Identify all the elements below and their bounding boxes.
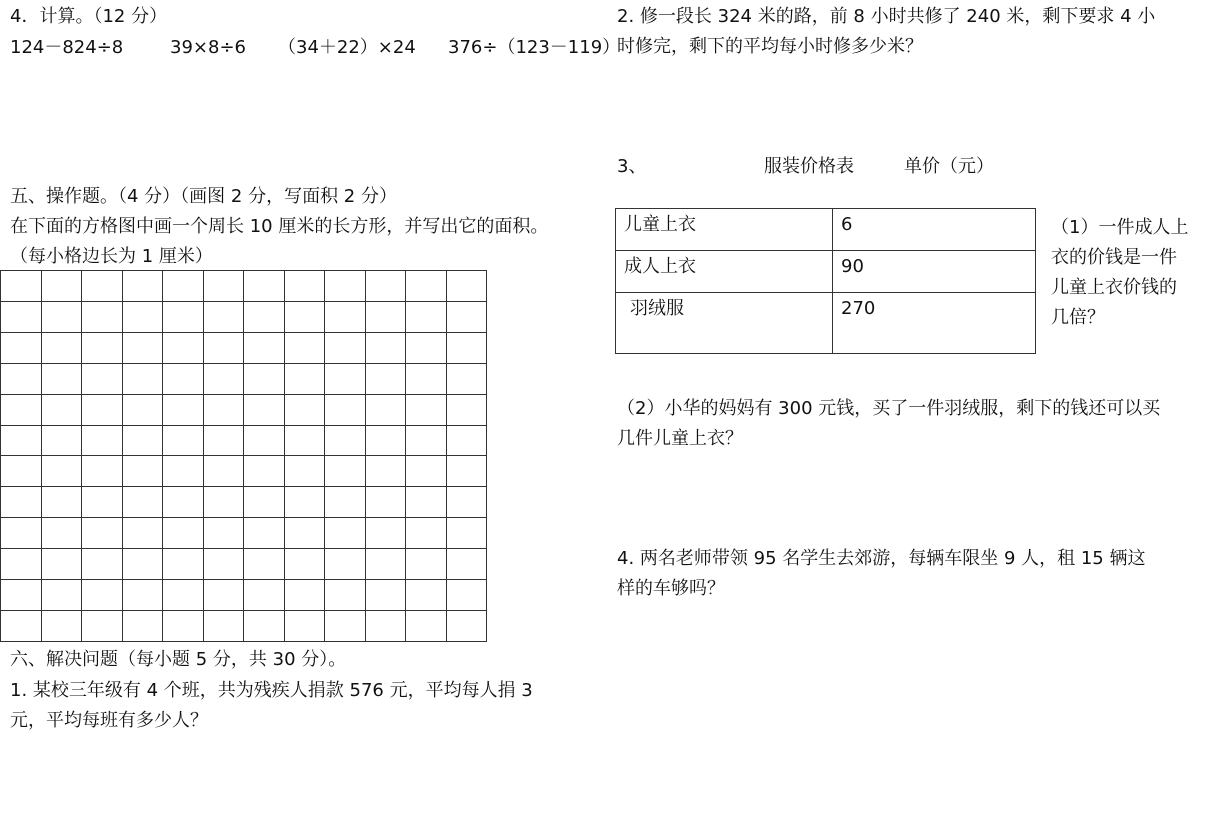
subquestion1-line3: 儿童上衣价钱的: [1051, 277, 1177, 298]
calc-problem-3: （34＋22）×24: [278, 37, 416, 58]
subquestion1-line1: （1）一件成人上: [1051, 217, 1189, 238]
price-unit: 单价（元）: [904, 156, 994, 177]
price-table: [615, 208, 1036, 354]
item-name: 羽绒服: [616, 293, 833, 354]
question4-line1: 4. 两名老师带领 95 名学生去郊游，每辆车限坐 9 人，租 15 辆这: [617, 548, 1146, 569]
price-table-title: 服装价格表: [764, 156, 854, 177]
item-name: 儿童上衣: [616, 209, 833, 251]
table-row: [616, 293, 1036, 354]
question2-line1: 2. 修一段长 324 米的路，前 8 小时共修了 240 米，剩下要求 4 小: [617, 6, 1156, 27]
subquestion1-line4: 几倍？: [1051, 307, 1105, 328]
calc-problem-1: 124－824÷8: [10, 37, 124, 58]
section4-title: 4．计算。（12 分）: [10, 6, 168, 27]
item-price: 6: [833, 209, 1036, 251]
item-name: 成人上衣: [616, 251, 833, 293]
question4-line2: 样的车够吗？: [617, 578, 725, 599]
section5-title: 五、操作题。（4 分）（画图 2 分，写面积 2 分）: [10, 186, 397, 207]
calc-problem-2: 39×8÷6: [170, 37, 246, 58]
question1-line2: 元，平均每班有多少人？: [10, 710, 208, 731]
subquestion1-line2: 衣的价钱是一件: [1051, 247, 1177, 268]
item-price: 270: [833, 293, 1036, 354]
section6-title: 六、解决问题（每小题 5 分，共 30 分）。: [10, 649, 347, 670]
question3-label: 3、: [617, 156, 647, 177]
table-row: [616, 209, 1036, 251]
table-row: [616, 251, 1036, 293]
square-grid: [0, 270, 487, 642]
section5-instruction: 在下面的方格图中画一个周长 10 厘米的长方形，并写出它的面积。: [10, 216, 549, 237]
subquestion2-line2: 几件儿童上衣？: [617, 428, 743, 449]
question1-line1: 1. 某校三年级有 4 个班，共为残疾人捐款 576 元，平均每人捐 3: [10, 680, 533, 701]
subquestion2-line1: （2）小华的妈妈有 300 元钱，买了一件羽绒服，剩下的钱还可以买: [617, 398, 1161, 419]
calc-problem-4: 376÷（123－119）: [448, 37, 621, 58]
question2-line2: 时修完，剩下的平均每小时修多少米？: [617, 36, 923, 57]
item-price: 90: [833, 251, 1036, 293]
section5-note: （每小格边长为 1 厘米）: [10, 246, 213, 267]
